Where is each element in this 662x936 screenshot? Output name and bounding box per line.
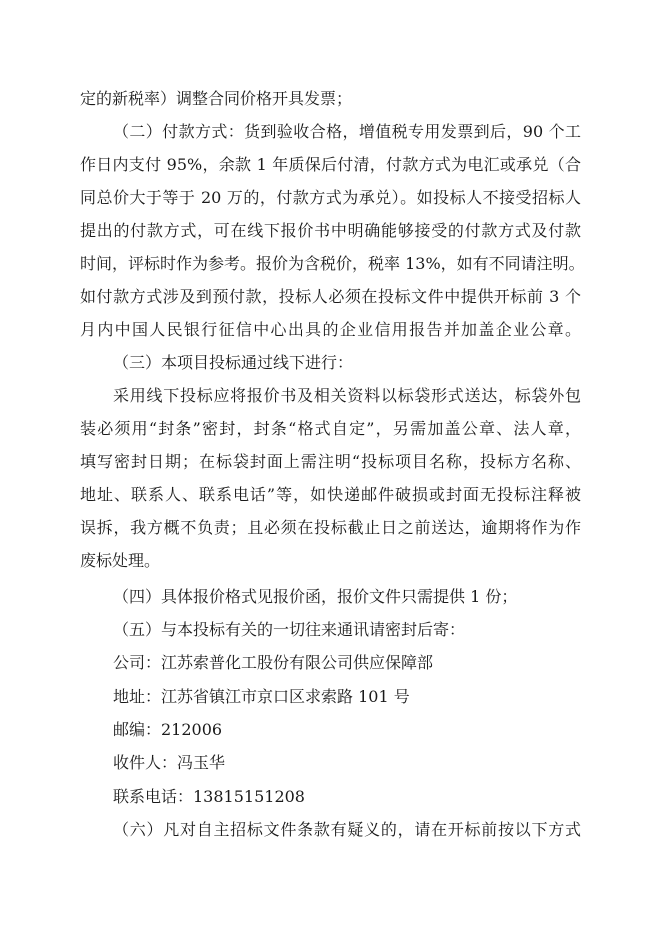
text-line: 误拆，我方概不负责；且必须在投标截止日之前送达，逾期将作为作 xyxy=(80,518,581,537)
section-quote-format: （四）具体报价格式见报价函，报价文件只需提供 1 份； xyxy=(113,587,518,606)
contact-phone: 联系电话：13815151208 xyxy=(113,787,305,806)
text-line: 提出的付款方式，可在线下报价书中明确能够接受的付款方式及付款 xyxy=(80,221,581,240)
text-line: 采用线下投标应将报价书及相关资料以标袋形式送达，标袋外包 xyxy=(113,386,581,405)
section-heading-offline-bidding: （三）本项目投标通过线下进行： xyxy=(113,353,354,372)
text-line: 如付款方式涉及到预付款，投标人必须在投标文件中提供开标前 3 个 xyxy=(80,287,581,306)
text-line: 装必须用“封条”密封，封条“格式自定”，另需加盖公章、法人章， xyxy=(80,419,581,438)
section-objections: （六）凡对自主招标文件条款有疑义的，请在开标前按以下方式 xyxy=(113,820,581,839)
text-line: 时间，评标时作为参考。报价为含税价，税率 13%，如有不同请注明。 xyxy=(80,254,585,273)
text-line: 填写密封日期；在标袋封面上需注明“投标项目名称，投标方名称、 xyxy=(80,452,581,471)
text-line: 定的新税率）调整合同价格开具发票； xyxy=(80,89,353,108)
text-line: 废标处理。 xyxy=(80,551,161,570)
text-line: 同总价大于等于 20 万的，付款方式为承兑）。如投标人不接受招标人 xyxy=(80,188,581,207)
contact-postcode: 邮编：212006 xyxy=(113,720,223,739)
section-correspondence: （五）与本投标有关的一切往来通讯请密封后寄： xyxy=(113,620,466,639)
contact-address: 地址：江苏省镇江市京口区求索路 101 号 xyxy=(113,687,410,706)
payment-terms-paragraph: （二）付款方式：货到验收合格，增值税专用发票到后，90 个工 xyxy=(113,122,581,141)
text-line: 作日内支付 95%，余款 1 年质保后付清，付款方式为电汇或承兑（合 xyxy=(80,155,581,174)
contact-recipient: 收件人：冯玉华 xyxy=(113,753,226,772)
text-line: 地址、联系人、联系电话”等，如快递邮件破损或封面无投标注释被 xyxy=(80,485,581,504)
text-line: 月内中国人民银行征信中心出具的企业信用报告并加盖企业公章。 xyxy=(80,320,581,339)
contact-company: 公司：江苏索普化工股份有限公司供应保障部 xyxy=(113,653,434,672)
